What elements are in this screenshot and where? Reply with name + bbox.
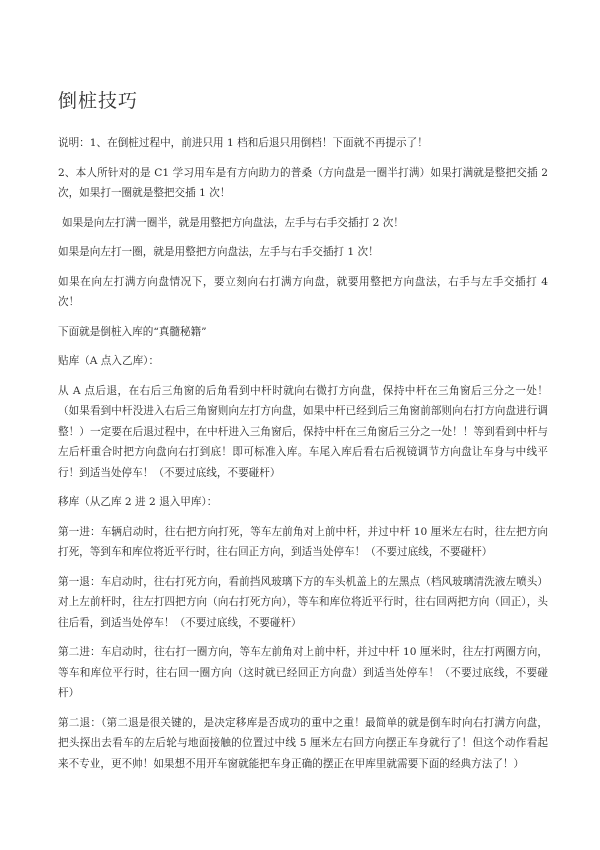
document-page [58,86,548,783]
paragraph-note-2: 2、本人所针对的是 C1 学习用车是有方向助力的普桑（方向盘是一圈半打满）如果打满就是整把交插 2 次，如果打一圈就是整把交插 1 次！ [58,166,548,199]
paragraph-second-reverse: 第二退：（第二退是很关键的，是决定移库是否成功的重中之重！最简单的就是倒车时向右打满方向盘，把头探出去看车的左后轮与地面接触的位置过中线 5 厘米左右回方向摆正车身就行了！但这个动作看起来不专业，更不帅！如果想不用开车窗就能把车身正确的摆正在甲库里就需要下面的经典方法了！） [58,716,548,770]
paragraph-left-to-right: 如果在向左打满方向盘情况下，要立刻向右打满方向盘，就要用整把方向盘法，右手与左手交插打 4 次！ [58,275,548,308]
paragraph-first-reverse: 第一退：车启动时，往右打死方向，看前挡风玻璃下方的车头机盖上的左黑点（档风玻璃清洗液左喷头）对上左前杆时，往左打四把方向（向右打死方向），等车和库位将近平行时，往右回两把方向（回正），头往后看，到适当处停车！（不要过底线，不要碰杆） [58,575,548,629]
section-heading-tieku: 贴库（A 点入乙库）： [58,355,160,367]
paragraph-tieku-steps: 从 A 点后退，在右后三角窗的后角看到中杆时就向右微打方向盘，保持中杆在三角窗后三分之一处！（如果看到中杆没进入右后三角窗则向左打方向盘，如果中杆已经到后三角窗前部则向右打方向盘进行调整！）一定要在后退过程中，在中杆进入三角窗后，保持中杆在三角窗后三分之一处！！等到看到中杆与左后杆重合时把方向盘向右打到底！即可标准入库。车尾入库后看右后视镜调节方向盘让车身与中线平行！到适当处停车！（不要过底线，不要碰杆） [58,384,548,479]
paragraph-note-1: 说明：1、在倒桩过程中，前进只用 1 档和后退只用倒档！下面就不再提示了！ [58,137,428,149]
document-title: 倒桩技巧 [58,90,139,112]
paragraph-left-one-turn: 如果是向左打一圈，就是用整把方向盘法，左手与右手交插打 1 次！ [58,246,379,258]
paragraph-left-full-turn: 如果是向左打满一圈半，就是用整把方向盘法，左手与右手交插打 2 次！ [62,216,404,229]
paragraph-second-forward: 第二进：车启动时，往右打一圈方向，等车左前角对上前中杆，并过中杆 10 厘米时，往左打两圈方向，等车和库位平行时，往右回一圈方向（这时就已经回正方向盘）到适当处停车！（不要过底线，不要碰杆） [58,646,548,699]
paragraph-intro-secrets: 下面就是倒桩入库的“真髓秘籍” [58,325,207,338]
paragraph-first-forward: 第一进：车辆启动时，往右把方向打死，等车左前角对上前中杆，并过中杆 10 厘米左右时，往左把方向打死，等到车和库位将近平行时，往右回正方向，到适当处停车！（不要过底线，不要碰杆） [58,525,548,558]
section-heading-yiku: 移库（从乙库 2 进 2 退入甲库）： [58,496,218,508]
